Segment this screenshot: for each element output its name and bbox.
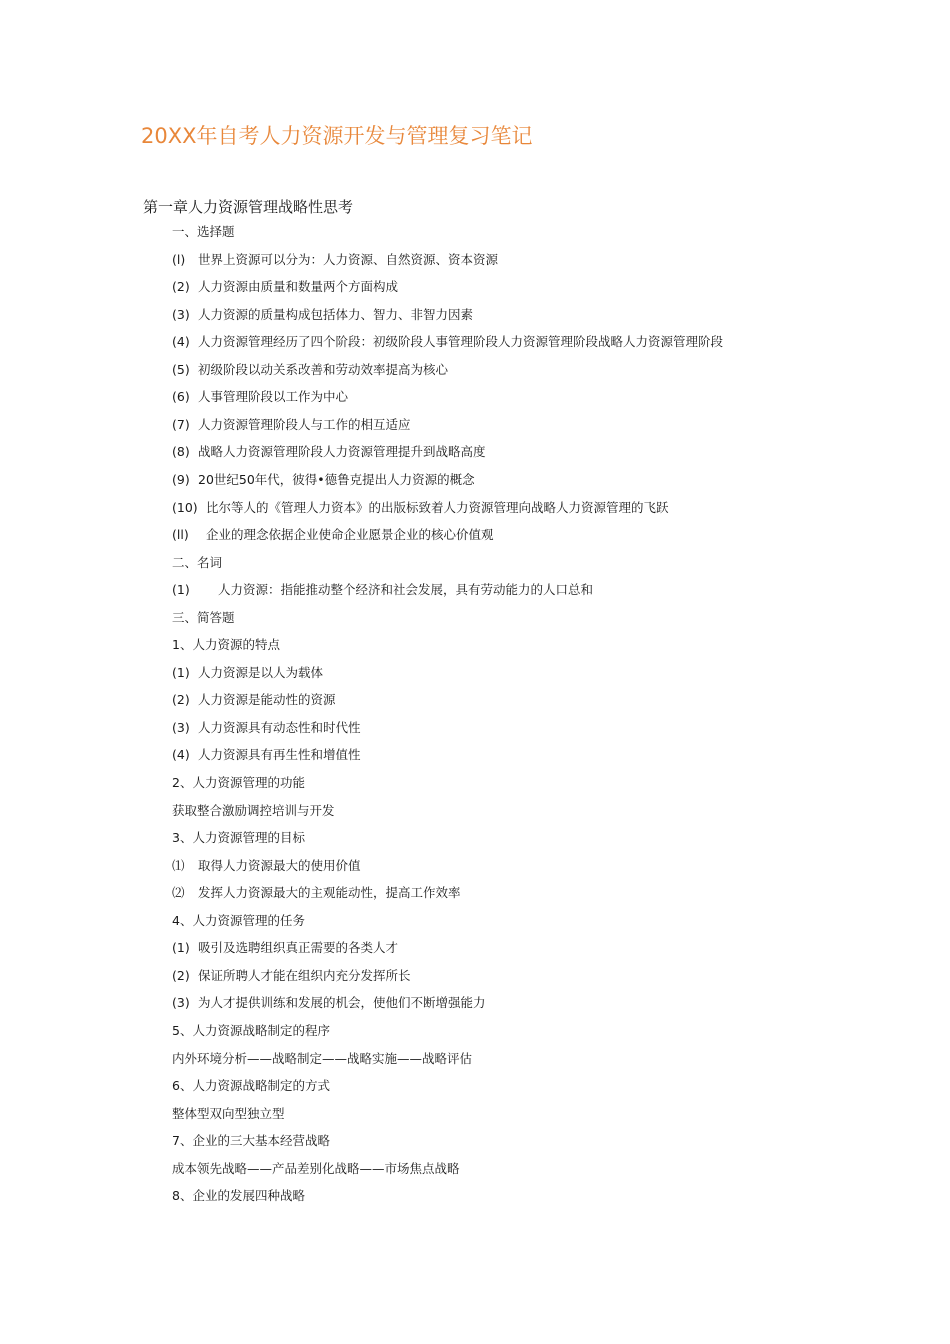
note-line [172, 773, 305, 793]
note-line-text: 人力资源是能动性的资源 [198, 692, 336, 708]
note-line-text: 保证所聘人才能在组织内充分发挥所长 [198, 967, 411, 983]
note-line-text: 人力资源管理经历了四个阶段：初级阶段人事管理阶段人力资源管理阶段战略人力资源管理阶段 [198, 334, 724, 350]
note-line-number: (ll) [172, 527, 189, 543]
note-line-number: (2) [172, 692, 190, 708]
note-line [172, 993, 486, 1013]
note-line-text: 世界上资源可以分为：人力资源、自然资源、资本资源 [198, 251, 499, 267]
note-line [172, 883, 461, 903]
note-line [172, 525, 494, 545]
note-line-text: 1、人力资源的特点 [172, 637, 280, 653]
note-line-text: 人力资源的质量构成包括体力、智力、非智力因素 [198, 306, 474, 322]
note-line-text: 人力资源：指能推动整个经济和社会发展，具有劳动能力的人口总和 [218, 582, 594, 598]
note-line-text: 三、简答题 [172, 609, 235, 625]
note-line-text: 吸引及选聘组织真正需要的各类人才 [198, 940, 399, 956]
note-line-text: 7、企业的三大基本经营战略 [172, 1133, 330, 1149]
note-line-number: (1) [172, 664, 190, 680]
note-line [172, 911, 305, 931]
document-title: 20XX年自考人力资源开发与管理复习笔记 [141, 124, 533, 148]
note-line-number: (3) [172, 719, 190, 735]
note-line [172, 856, 361, 876]
note-line [172, 250, 498, 270]
note-line-number: (6) [172, 389, 190, 405]
note-line [172, 663, 323, 683]
note-line-text: 4、人力资源管理的任务 [172, 912, 305, 928]
note-line [172, 828, 305, 848]
note-line [172, 1131, 330, 1151]
note-line [172, 415, 411, 435]
note-line-text: 一、选择题 [172, 224, 235, 239]
note-line [172, 745, 361, 765]
note-line-text: 人事管理阶段以工作为中心 [198, 389, 349, 405]
note-line-number: (1) [172, 582, 190, 598]
note-line [172, 332, 723, 352]
note-line-number: (3) [172, 306, 190, 322]
note-line-text: 二、名词 [172, 554, 223, 570]
note-line [172, 277, 398, 297]
note-line-number: (1) [172, 940, 190, 956]
note-line [172, 635, 280, 655]
chapter-heading: 第一章人力资源管理战略性思考 [143, 198, 354, 216]
note-line [172, 387, 348, 407]
note-line-number: (7) [172, 416, 190, 432]
note-line-text: 企业的理念依据企业使命企业愿景企业的核心价值观 [206, 527, 494, 543]
note-line-text: 人力资源具有再生性和增值性 [198, 747, 361, 763]
note-line-number: (3) [172, 995, 190, 1011]
note-line-number: (10) [172, 499, 198, 515]
note-line-number: (9) [172, 471, 190, 487]
note-line-number: (2) [172, 967, 190, 983]
note-line [172, 608, 235, 628]
note-line-number: (5) [172, 361, 190, 377]
note-line-number: (4) [172, 747, 190, 763]
note-line-text: 人力资源具有动态性和时代性 [198, 719, 361, 735]
note-line [172, 442, 486, 462]
note-line-number: (4) [172, 334, 190, 350]
note-line [172, 470, 475, 490]
note-line-text: 内外环境分析——战略制定——战略实施——战略评估 [172, 1050, 473, 1066]
note-line-text: 获取整合激励调控培训与开发 [172, 802, 335, 818]
note-line [172, 1021, 330, 1041]
note-line-number: (l) [172, 251, 186, 267]
note-line-text: 5、人力资源战略制定的程序 [172, 1022, 330, 1038]
note-line [172, 1076, 330, 1096]
note-line [172, 1186, 305, 1206]
note-line [172, 498, 669, 518]
note-line-text: 发挥人力资源最大的主观能动性，提高工作效率 [198, 885, 461, 901]
note-line [172, 222, 235, 242]
note-line-text: 整体型双向型独立型 [172, 1105, 285, 1121]
note-line-text: 人力资源管理阶段人与工作的相互适应 [198, 416, 411, 432]
note-line-text: 取得人力资源最大的使用价值 [198, 857, 361, 873]
note-line [172, 1049, 472, 1069]
note-line-text: 初级阶段以动关系改善和劳动效率提高为核心 [198, 361, 449, 377]
note-line-text: 20世纪50年代，彼得•德鲁克提出人力资源的概念 [198, 471, 475, 487]
note-line [172, 360, 448, 380]
note-line [172, 1159, 460, 1179]
note-line [172, 1104, 285, 1124]
note-line [172, 553, 222, 573]
note-line-text: 战略人力资源管理阶段人力资源管理提升到战略高度 [198, 444, 486, 460]
note-line [172, 690, 336, 710]
note-line [172, 801, 335, 821]
note-line-number: ⑵ [172, 885, 185, 901]
note-line [172, 580, 593, 600]
note-line-text: 比尔等人的《管理人力资本》的出版标致着人力资源管理向战略人力资源管理的飞跃 [206, 499, 669, 515]
note-line [172, 718, 361, 738]
note-line-text: 3、人力资源管理的目标 [172, 830, 305, 846]
note-line [172, 938, 398, 958]
note-line [172, 305, 473, 325]
note-line [172, 966, 411, 986]
note-line-text: 成本领先战略——产品差别化战略——市场焦点战略 [172, 1160, 460, 1176]
note-line-text: 8、企业的发展四种战略 [172, 1188, 305, 1204]
note-line-text: 人力资源由质量和数量两个方面构成 [198, 279, 399, 295]
note-line-text: 2、人力资源管理的功能 [172, 775, 305, 790]
note-line-text: 为人才提供训练和发展的机会，使他们不断增强能力 [198, 995, 486, 1011]
note-line-text: 人力资源是以人为载体 [198, 664, 324, 680]
note-line-number: (2) [172, 279, 190, 295]
note-line-number: ⑴ [172, 857, 185, 873]
note-line-number: (8) [172, 444, 190, 460]
note-line-text: 6、人力资源战略制定的方式 [172, 1078, 330, 1094]
